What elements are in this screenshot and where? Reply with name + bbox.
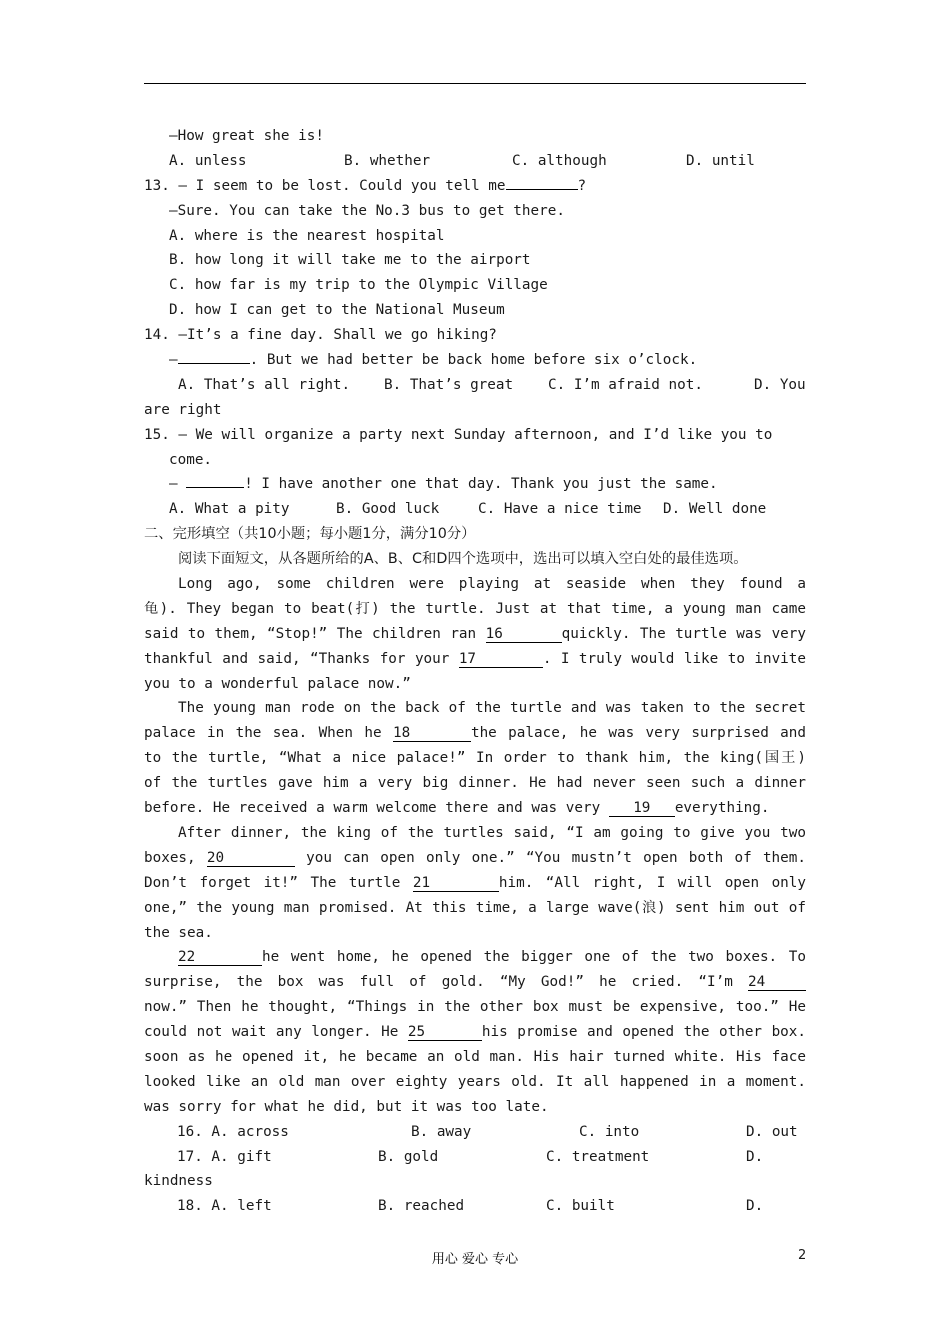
blank-19: 19 (609, 800, 675, 817)
q14-stem: 14. —It’s a fine day. Shall we go hiking? (144, 327, 497, 344)
passage-line: boxes, 20 you can open only one.” “You mustn’t open both of them. (144, 849, 806, 866)
blank (506, 189, 578, 190)
passage-line: to the turtle, “What a nice palace!” In order to thank him, the king(国王) (144, 750, 806, 767)
page-number: 2 (798, 1248, 807, 1263)
q12-options (144, 149, 806, 174)
blank-17: 17 (459, 651, 543, 668)
q16-options (144, 1120, 806, 1145)
q16-option-c: C. into (579, 1123, 640, 1140)
q15-reply: — ! I have another one that day. Thank you just the same. (169, 476, 718, 493)
q13-option-d: D. how I can get to the National Museum (169, 302, 505, 319)
q15-stem-wrap: come. (169, 451, 213, 468)
q15-options (144, 497, 806, 522)
passage-line: surprise, the box was full of gold. “My God!” he cried. “I’m 24 (144, 970, 806, 995)
q16-option-b: B. away (411, 1123, 472, 1140)
passage-line: now.” Then he thought, “Things in the other box must be expensive, too.” He (144, 999, 806, 1016)
q15-option-a: A. What a pity (169, 501, 290, 518)
q17-option-wrap: kindness (144, 1173, 213, 1190)
passage-line: Don’t forget it!” The turtle 21 him. “All right, I will open only (144, 874, 806, 891)
q12-option-d: D. until (686, 152, 755, 169)
q12-option-a: A. unless (169, 152, 247, 169)
passage-line: was sorry for what he did, but it was too late. (144, 1098, 549, 1115)
q17-option-d: D. (746, 1148, 764, 1165)
passage-line: Long ago, some children were playing at seaside when they found a (178, 576, 806, 593)
passage-line: 龟). They began to beat(打) the turtle. Just at that time, a young man came (144, 600, 806, 617)
q18-option-a: 18. A. left (177, 1198, 272, 1215)
header-rule (144, 83, 806, 84)
q18-option-d: D. (746, 1198, 764, 1215)
q12-option-c: C. although (512, 152, 607, 169)
q18-options (144, 1194, 806, 1219)
q18-option-b: B. reached (378, 1198, 465, 1215)
passage-line: one,” the young man promised. At this time, a large wave(浪) sent him out of (144, 899, 806, 916)
q12-option-b: B. whether (344, 152, 431, 169)
blank-20: 20 (207, 850, 295, 867)
passage-line: palace in the sea. When he 18 the palace, he was very surprised and (144, 725, 806, 742)
q14-option-a: A. That’s all right. (178, 376, 351, 393)
q16-option-d: D. out (746, 1123, 798, 1140)
passage-line: 22 he went home, he opened the bigger one of the two boxes. To (144, 945, 806, 970)
q15-option-c: C. Have a nice time (478, 501, 642, 518)
q13-option-b: B. how long it will take me to the airport (169, 252, 531, 269)
blank (178, 363, 250, 364)
passage-line: said to them, “Stop!” The children ran 16 quickly. The turtle was very (144, 625, 806, 642)
q14-options (144, 373, 806, 398)
section2-heading: 二、完形填空（共10小题；每小题1分，满分10分） (144, 526, 476, 543)
q12-reply: —How great she is! (169, 128, 324, 144)
passage-line: soon as he opened it, he became an old man. His hair turned white. His face (144, 1048, 806, 1065)
q15-option-b: B. Good luck (336, 501, 440, 518)
passage-line: the sea. (144, 924, 213, 941)
q13-option-a: A. where is the nearest hospital (169, 227, 445, 244)
blank-18: 18 (393, 725, 471, 742)
passage-line: looked like an old man over eighty years old. It all happened in a moment. (144, 1073, 806, 1090)
blank (186, 487, 244, 488)
blank-21: 21 (413, 875, 499, 892)
passage-line: After dinner, the king of the turtles said, “I am going to give you two (178, 824, 806, 841)
passage-line: of the turtles gave him a very big dinner. He had never seen such a dinner (144, 775, 806, 792)
q17-option-b: B. gold (378, 1148, 439, 1165)
q14-option-b: B. That’s great (384, 376, 514, 393)
section2-instruction: 阅读下面短文，从各题所给的A、B、C和D四个选项中，选出可以填入空白处的最佳选项。 (178, 551, 748, 568)
q16-option-a: 16. A. across (177, 1123, 289, 1140)
q13-reply: —Sure. You can take the No.3 bus to get there. (169, 202, 565, 219)
q14-option-d: D. You (754, 376, 806, 393)
q17-option-c: C. treatment (546, 1148, 650, 1165)
q13-stem: 13. — I seem to be lost. Could you tell me ? (144, 177, 587, 194)
passage-line: thankful and said, “Thanks for your 17 . I truly would like to invite (144, 650, 806, 667)
passage-line: you to a wonderful palace now.” (144, 675, 411, 692)
q18-option-c: C. built (546, 1198, 615, 1215)
q14-option-wrap: are right (144, 401, 222, 418)
page-content (144, 124, 806, 1219)
passage-line: The young man rode on the back of the turtle and was taken to the secret (178, 700, 806, 717)
q15-option-d: D. Well done (663, 501, 767, 518)
passage-line: could not wait any longer. He 25 his promise and opened the other box. (144, 1024, 806, 1041)
q17-option-a: 17. A. gift (177, 1148, 272, 1165)
blank-22: 22 (178, 949, 262, 966)
q14-reply: — . But we had better be back home before six o’clock. (169, 352, 698, 369)
blank-25: 25 (408, 1024, 482, 1041)
blank-16: 16 (486, 626, 562, 643)
q15-stem: 15. — We will organize a party next Sunday afternoon, and I’d like you to (144, 426, 773, 443)
footer-motto: 用心 爱心 专心 (431, 1252, 519, 1267)
q14-option-c: C. I’m afraid not. (548, 376, 703, 393)
q17-options (144, 1145, 806, 1170)
blank-24: 24 (748, 974, 806, 991)
passage-line: before. He received a warm welcome there and was very 19 everything. (144, 800, 770, 817)
q13-option-c: C. how far is my trip to the Olympic Village (169, 277, 548, 294)
